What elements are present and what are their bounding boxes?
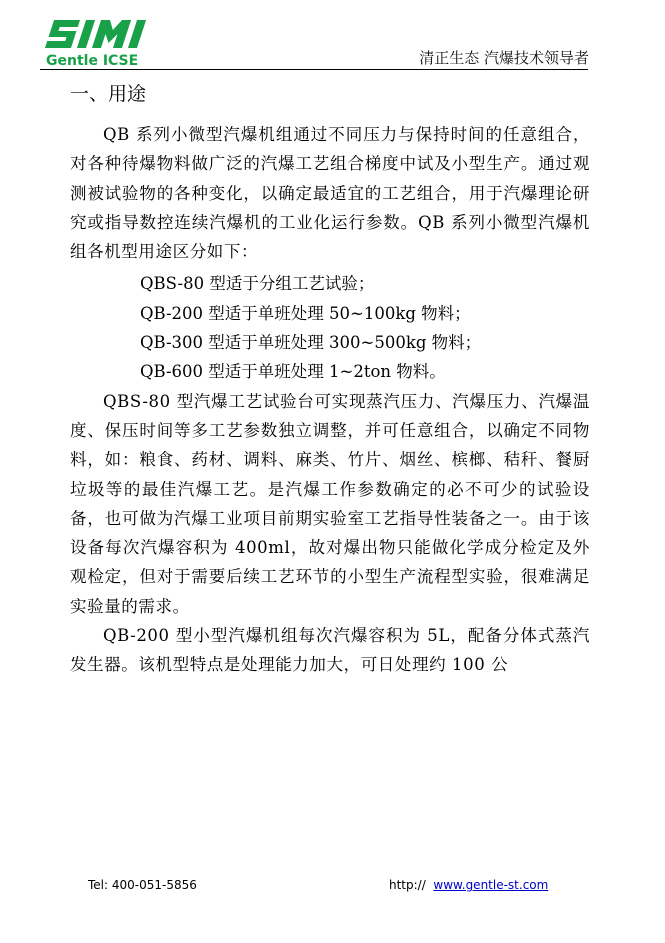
logo-letter-i2 [128, 20, 146, 48]
company-logo [40, 14, 180, 70]
qbs80-paragraph: QBS-80 型汽爆工艺试验台可实现蒸汽压力、汽爆压力、汽爆温度、保压时间等多工艺参数独立调整，并可任意组合，以确定不同物料，如：粮食、药材、调料、麻类、竹片、烟丝、槟榔、秸秆、餐厨垃圾等的最佳汽爆工艺。是汽爆工作参数确定的必不可少的试验设备，也可做为汽爆工业项目前期实验室工艺指导性装备之一。由于该设备每次汽爆容积为 400ml，故对爆出物只能做化学成分检定及外观检定，但对于需要后续工艺环节的小型生产流程型实验，很难满足实验量的需求。 [70, 391, 590, 616]
logo-subtitle: Gentle ICSE [46, 53, 139, 69]
document-body [70, 78, 590, 680]
intro-paragraph: QB 系列小微型汽爆机组通过不同压力与保持时间的任意组合，对各种待爆物料做广泛的汽爆工艺组合梯度中试及小型生产。通过观测被试验物的各种变化，以确定最适宜的工艺组合，用于汽爆理论研究或指导数控连续汽爆机的工业化运行参数。QB 系列小微型汽爆机组各机型用途区分如下： [70, 125, 590, 262]
footer-phone: Tel: 400-051-5856 [88, 878, 197, 892]
model-item-qb200: QB-200 型适于单班处理 50~100kg 物料； [140, 303, 471, 323]
model-item-qb600: QB-600 型适于单班处理 1~2ton 物料。 [140, 362, 446, 382]
footer-website [389, 878, 548, 892]
page-footer [0, 870, 665, 900]
simi-logo-graphic [40, 14, 180, 70]
footer-http-prefix: http:// [389, 878, 426, 892]
page-header [0, 0, 665, 80]
qb200-paragraph: QB-200 型小型汽爆机组每次汽爆容积为 5L，配备分体式蒸汽发生器。该机型特点是处理能力加大，可日处理约 100 公 [70, 626, 590, 675]
model-list [70, 269, 590, 386]
model-item-qbs80: QBS-80 型适于分组工艺试验； [140, 274, 375, 294]
header-divider [40, 69, 588, 70]
header-tagline: 清正生态 汽爆技术领导者 [419, 49, 589, 67]
logo-letter-i1 [77, 20, 95, 48]
website-link[interactable]: www.gentle-st.com [433, 878, 549, 892]
logo-letter-m [92, 20, 131, 48]
logo-letter-s [45, 20, 80, 48]
model-item-qb300: QB-300 型适于单班处理 300~500kg 物料； [140, 333, 482, 353]
section-heading: 一、用途 [70, 83, 147, 105]
